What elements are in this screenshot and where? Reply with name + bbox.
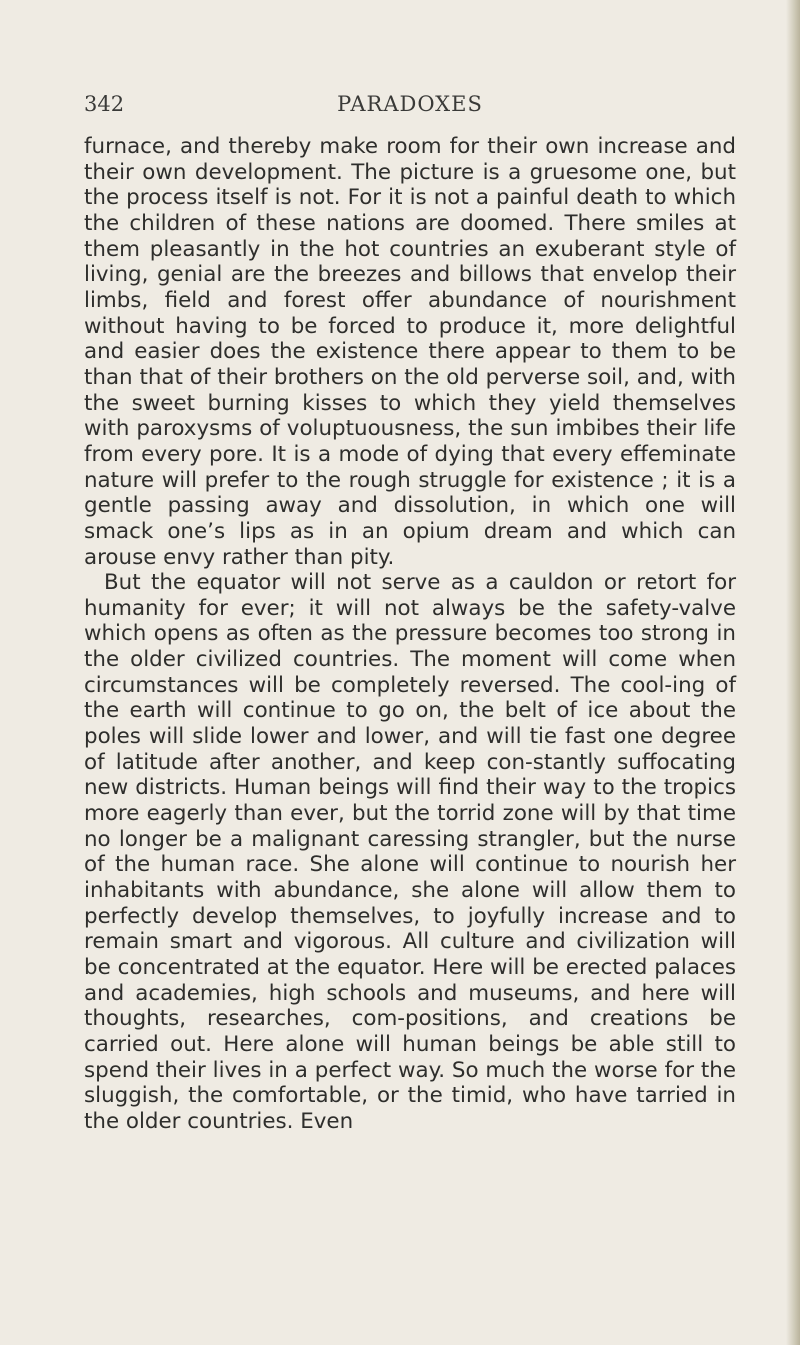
running-head: PARADOXES [337, 92, 483, 116]
page-header [84, 92, 736, 122]
body-text [84, 134, 736, 1135]
paragraph-continued: furnace, and thereby make room for their own increase and their own development. The picture is a gruesome one, but the process itself is not. For it is not a painful death to which the children of these nations are doomed. There smiles at them pleasantly in the hot countries an exuberant style of living, genial are the breezes and billows that envelop their limbs, field and forest offer abundance of nourishment without having to be forced to produce it, more delightful and easier does the existence there appear to them to be than that of their brothers on the old perverse soil, and, with the sweet burning kisses to which they yield themselves with paroxysms of voluptuousness, the sun imbibes their life from every pore. It is a mode of dying that every effeminate nature will prefer to the rough struggle for existence ; it is a gentle passing away and dissolution, in which one will smack one’s lips as in an opium dream and which can arouse envy rather than pity. [84, 134, 736, 570]
page-number: 342 [84, 92, 125, 116]
page-edge-shadow [786, 0, 800, 1345]
paragraph: But the equator will not serve as a cauldon or retort for humanity for ever; it will not always be the safety-valve which opens as often as the pressure becomes too strong in the older civilized countries. The moment will come when circumstances will be completely reversed. The cool-ing of the earth will continue to go on, the belt of ice about the poles will slide lower and lower, and will tie fast one degree of latitude after another, and keep con-stantly suffocating new districts. Human beings will find their way to the tropics more eagerly than ever, but the torrid zone will by that time no longer be a malignant caressing strangler, but the nurse of the human race. She alone will continue to nourish her inhabitants with abundance, she alone will allow them to perfectly develop themselves, to joyfully increase and to remain smart and vigorous. All culture and civilization will be concentrated at the equator. Here will be erected palaces and academies, high schools and museums, and here will thoughts, researches, com-positions, and creations be carried out. Here alone will human beings be able still to spend their lives in a perfect way. So much the worse for the sluggish, the comfortable, or the timid, who have tarried in the older countries. Even [84, 570, 736, 1134]
